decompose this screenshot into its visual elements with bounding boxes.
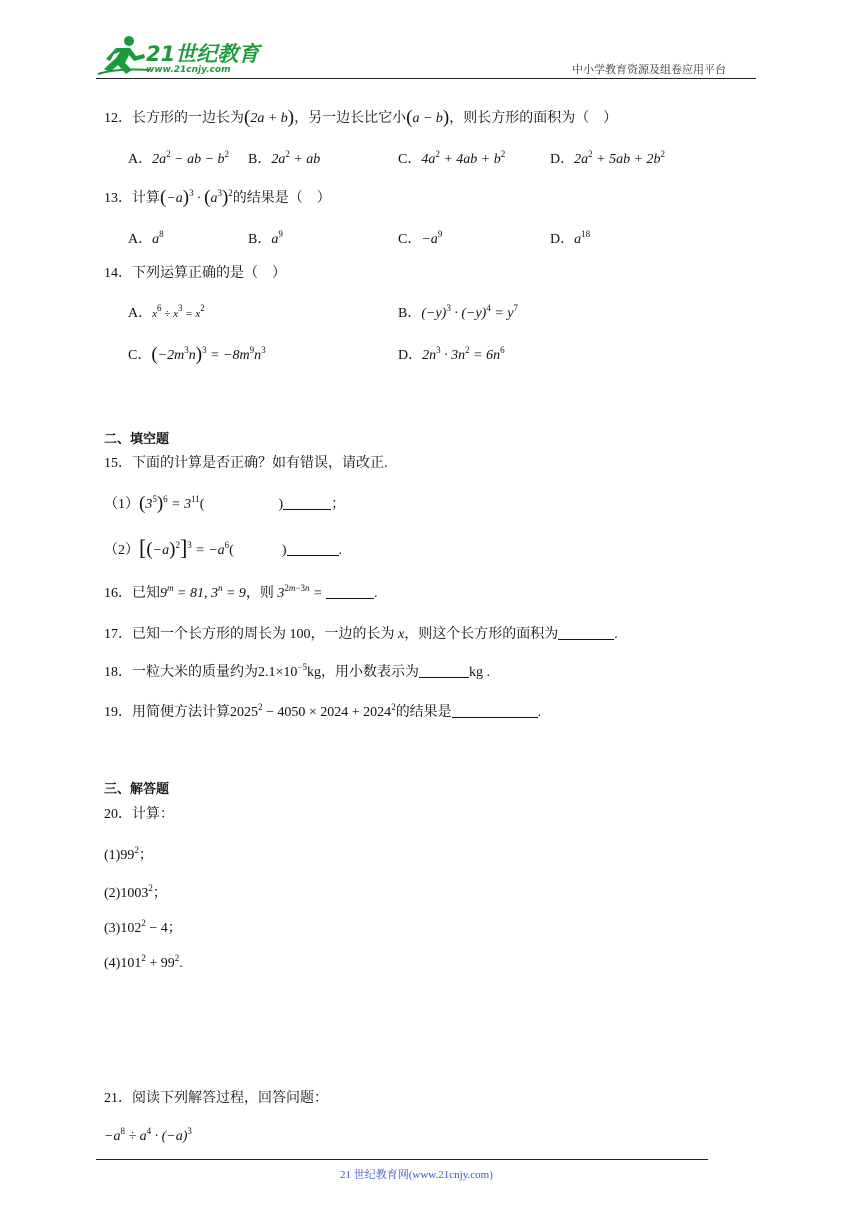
q12-option-a[interactable]: A．$2a^2$ − ab − $b^2$ (128, 149, 230, 167)
header-right-text: 中小学教育资源及组卷应用平台 (572, 63, 726, 76)
question-15-stem: 15．下面的计算是否正确？如有错误，请改正. (104, 456, 388, 471)
q14-option-b[interactable]: B．$(-y)^3 \cdot (-y)^4 = y^7$ (398, 303, 519, 321)
question-13-stem: 13．计算$(-a)^3 \cdot (a^3)^2$的结果是（ ） (104, 187, 331, 208)
section-fill-in-title: 二、填空题 (104, 432, 170, 447)
q12-option-c[interactable]: C．$4a^2 + 4ab + b^2$ (398, 149, 506, 167)
logo-text: 21世纪教育 (146, 42, 260, 66)
question-20-stem: 20．计算： (104, 807, 174, 822)
q20-part-4: $(4)101^2 + 99^2$. (104, 953, 183, 971)
q14-option-c[interactable]: C．$(-2m^3n)^3 = -8m^9n^3$ (128, 344, 266, 365)
q15-blank-2[interactable] (287, 542, 339, 556)
q15-part-2: $(2)[(-a)^2]^3 = -a^6$( ) . (104, 535, 343, 560)
q15-part-1: $(1)(3^5)^6 = 3^{11}$( ) ； (104, 493, 346, 514)
q20-part-2: (2)1003$^2$； (104, 883, 167, 901)
q13-option-a[interactable]: A．$a^8$ (128, 229, 164, 247)
runner-logo-icon (96, 34, 152, 78)
section-answer-title: 三、解答题 (104, 782, 170, 797)
footer-rule (96, 1159, 708, 1160)
q17-blank[interactable] (558, 626, 614, 640)
question-21-stem: 21．阅读下列解答过程，回答问题： (104, 1091, 328, 1106)
header-rule (96, 78, 756, 79)
q20-part-1: $(1)99^2$； (104, 845, 153, 863)
question-12-stem: 12．长方形的一边长为(2a + b)，另一边长比它小(a − b)，则长方形的面积为（ ） (104, 107, 618, 128)
question-17: 17．已知一个长方形的周长为 100，一边的长为 x，则这个长方形的面积为 . (104, 627, 618, 642)
logo-url: www.21cnjy.com (146, 65, 231, 75)
q13-option-c[interactable]: C．$-a^9$ (398, 229, 443, 247)
q15-blank-1[interactable] (283, 496, 331, 510)
q16-blank[interactable] (326, 585, 374, 599)
q12-option-d[interactable]: D．$2a^2 + 5ab + 2b^2$ (550, 149, 666, 167)
question-19: 19．用简便方法计算$2025^2 - 4050 \times 2024 + 2024^2$的结果是 . (104, 702, 542, 720)
q20-part-3: $(3)102^2 - 4$； (104, 918, 182, 936)
footer-text[interactable]: 21 世纪教育网(www.21cnjy.com) (340, 1169, 493, 1181)
q21-expression: $-a^8 \div a^4 \cdot (-a)^3$ (104, 1126, 192, 1144)
question-14-stem: 14．下列运算正确的是（ ） (104, 266, 286, 281)
q12-option-b[interactable]: B．$2a^2$ + ab (248, 149, 321, 167)
question-16: 16．已知$9^m = 81$, $3^n = 9$，则 $3^{2m-3n}$ = . (104, 583, 378, 601)
q13-option-b[interactable]: B．$a^9$ (248, 229, 283, 247)
q13-option-d[interactable]: D．$a^{18}$ (550, 229, 591, 247)
q18-blank[interactable] (419, 664, 469, 678)
question-18: 18．一粒大米的质量约为$2.1\times 10^{-5}kg$，用小数表示为 kg . (104, 662, 490, 680)
header-logo (96, 34, 266, 78)
q14-option-d[interactable]: D．$2n^3 \cdot 3n^2 = 6n^6$ (398, 345, 505, 363)
q19-blank[interactable] (452, 704, 538, 718)
q14-option-a[interactable]: A．$x^6 \div x^3 = x^2$ (128, 303, 205, 321)
